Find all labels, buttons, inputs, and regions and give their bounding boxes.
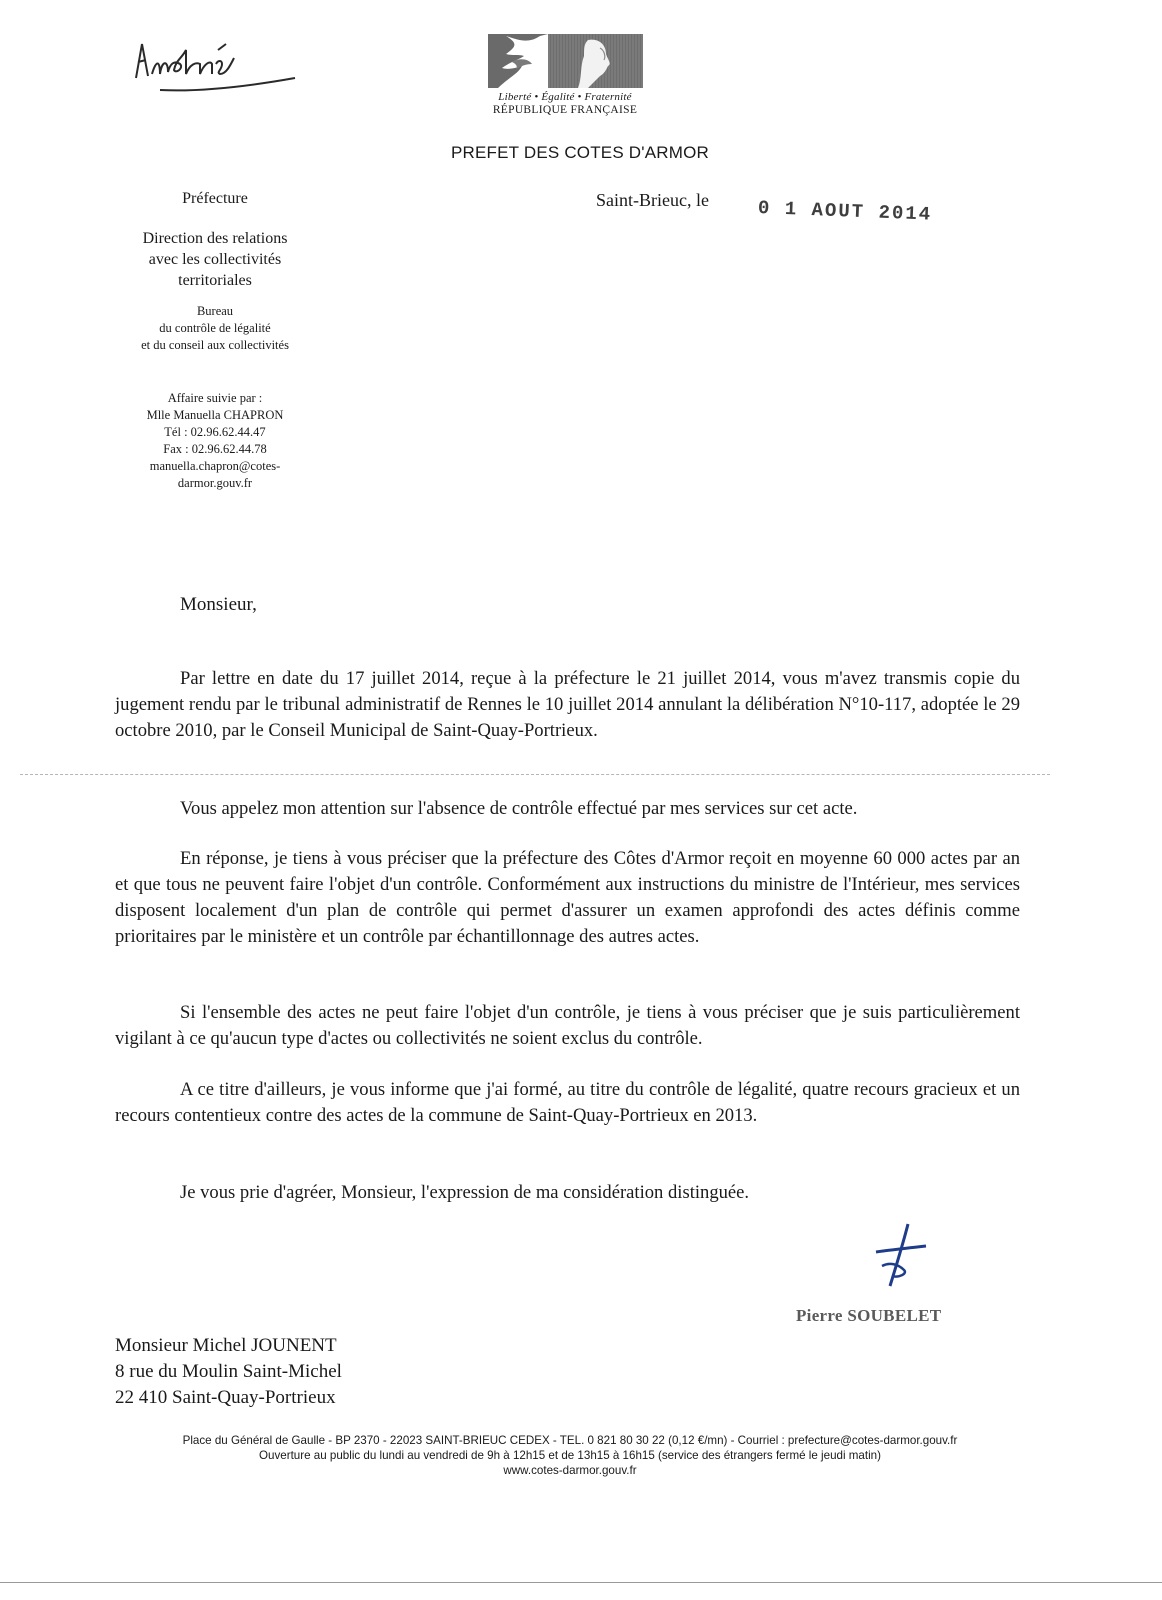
paragraph-text: En réponse, je tiens à vous préciser que la préfecture des Côtes d'Armor reçoit en moyenne 60 000 actes par an et que tous ne peuvent faire l'objet d'un contrôle. Conformément aux instructions du ministre de l'Intérieur, mes services disposent localement d'un plan de contrôle qui permet d'assurer un examen approfondi des actes définis comme prioritaires par le ministère et un contrôle par échantillonnage des autres actes.: [115, 848, 1020, 947]
sender-contact: [110, 390, 320, 492]
paragraph: [115, 846, 1020, 950]
signature-icon: [868, 1220, 932, 1292]
paragraph-text: A ce titre d'ailleurs, je vous informe que j'ai formé, au titre du contrôle de légalité, quatre recours gracieux et un recours contentieux contre des actes de la commune de Saint-Quay-Portrieux en 2013.: [115, 1079, 1020, 1126]
bureau-line: et du conseil aux collectivités: [141, 338, 289, 352]
footer-address: Place du Général de Gaulle - BP 2370 - 22023 SAINT-BRIEUC CEDEX - TEL. 0 821 80 30 22 (0,12 €/mn) - Courriel : prefecture@cotes-darmor.gouv.fr: [182, 1434, 958, 1447]
marianne-emblem-icon: [488, 34, 643, 88]
prefet-title: PREFET DES COTES D'ARMOR: [450, 143, 710, 162]
handwritten-name-annotation: [130, 30, 300, 100]
recipient-street: 8 rue du Moulin Saint-Michel: [115, 1361, 342, 1382]
contact-line: Tél : 02.96.62.44.47: [164, 425, 266, 439]
bureau-line: Bureau: [196, 304, 234, 318]
sender-prefecture: Préfecture: [182, 190, 248, 207]
contact-line: Mlle Manuella CHAPRON: [146, 408, 284, 422]
recipient-address: [115, 1333, 342, 1411]
footer-website: www.cotes-darmor.gouv.fr: [503, 1464, 637, 1477]
paragraph-text: Vous appelez mon attention sur l'absence de contrôle effectué par mes services sur cet acte.: [180, 798, 858, 819]
paragraph-text: Si l'ensemble des actes ne peut faire l'objet d'un contrôle, je tiens à vous préciser que je suis particulièrement vigilant à ce qu'aucun type d'actes ou collectivités ne soient exclus du contrôle.: [115, 1002, 1020, 1049]
footer: [60, 1433, 1080, 1478]
contact-line: Fax : 02.96.62.44.78: [163, 442, 267, 456]
closing-formula: Je vous prie d'agréer, Monsieur, l'expression de ma considération distinguée.: [180, 1182, 750, 1203]
paragraph: [115, 666, 1020, 744]
footer-hours: Ouverture au public du lundi au vendredi de 9h à 12h15 et de 13h15 à 16h15 (service des étrangers fermé le jeudi matin): [259, 1449, 881, 1462]
recipient-name: Monsieur Michel JOUNENT: [115, 1335, 337, 1356]
paragraph: [115, 1077, 1020, 1129]
signatory-name: Pierre SOUBELET: [796, 1306, 942, 1325]
logo-republic: RÉPUBLIQUE FRANÇAISE: [492, 104, 638, 116]
scan-artifact-line: [20, 774, 1050, 775]
sender-direction: [110, 228, 320, 291]
place-label: Saint-Brieuc, le: [596, 190, 709, 210]
sender-block: [110, 188, 320, 492]
contact-line: Affaire suivie par :: [167, 391, 263, 405]
contact-email: darmor.gouv.fr: [177, 476, 253, 490]
logo-motto: Liberté • Égalité • Fraternité: [498, 91, 632, 103]
paragraph: [115, 796, 1020, 822]
recipient-city: 22 410 Saint-Quay-Portrieux: [115, 1387, 336, 1408]
paragraph: [115, 1180, 1020, 1206]
paragraph: [115, 1000, 1020, 1052]
direction-line: Direction des relations: [142, 230, 288, 247]
direction-line: territoriales: [178, 272, 252, 289]
contact-email: manuella.chapron@cotes-: [149, 459, 281, 473]
salutation: Monsieur,: [180, 594, 257, 615]
sender-bureau: [110, 303, 320, 354]
republique-francaise-logo: [480, 34, 650, 116]
date-stamp: 0 1 AOUT 2014: [757, 197, 933, 226]
scan-edge-line: [0, 1582, 1162, 1583]
direction-line: avec les collectivités: [148, 251, 282, 268]
paragraph-text: Par lettre en date du 17 juillet 2014, reçue à la préfecture le 21 juillet 2014, vous m'avez transmis copie du jugement rendu par le tribunal administratif de Rennes le 10 juillet 2014 annulant la délibération N°10-117, adoptée le 29 octobre 2010, par le Conseil Municipal de Saint-Quay-Portrieux.: [115, 668, 1020, 741]
bureau-line: du contrôle de légalité: [159, 321, 271, 335]
